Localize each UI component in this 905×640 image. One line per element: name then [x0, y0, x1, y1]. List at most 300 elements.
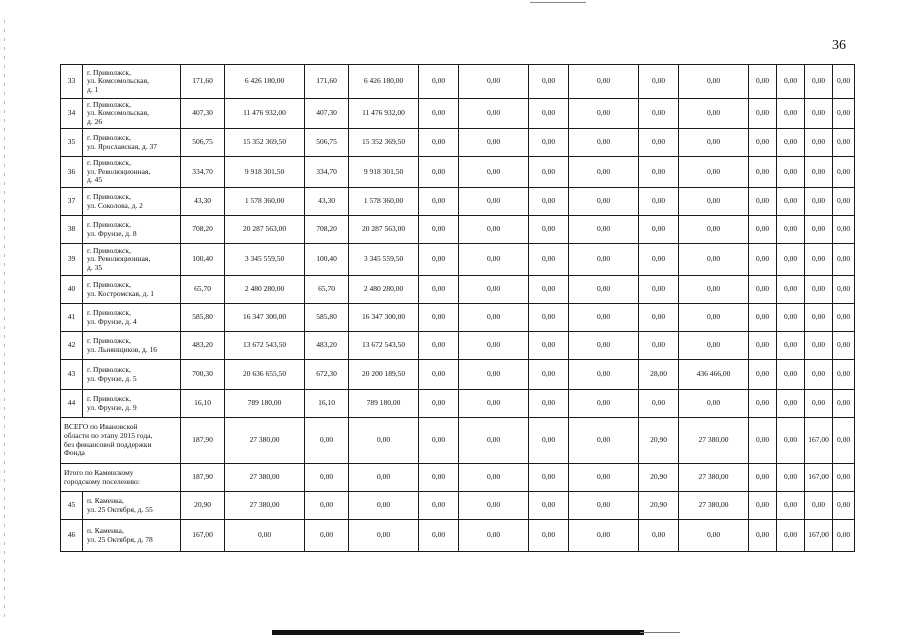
address-line: г. Приволжск, — [87, 393, 131, 403]
value-cell: 0,00 — [459, 276, 529, 304]
value-cell: 167,00 — [805, 520, 833, 552]
address-line: ул. Льнянщиков, д. 16 — [87, 344, 158, 354]
value-cell: 0,00 — [679, 216, 749, 244]
value-cell: 0,00 — [777, 216, 805, 244]
address-line: д. 1 — [87, 84, 99, 94]
value-cell: 0,00 — [419, 304, 459, 332]
value-cell: 0,00 — [569, 188, 639, 216]
value-cell: 708,20 — [181, 216, 225, 244]
total-label-line: ВСЕГО по Ивановской — [64, 422, 138, 432]
value-cell: 0,00 — [805, 129, 833, 157]
table-row — [61, 244, 855, 276]
value-cell: 0,00 — [639, 332, 679, 360]
address-line: ул. Фрунзе, д. 5 — [87, 373, 137, 383]
address-line: г. Приволжск, — [87, 364, 131, 374]
value-cell: 167,00 — [805, 464, 833, 492]
value-cell: 0,00 — [459, 216, 529, 244]
value-cell: 0,00 — [805, 157, 833, 188]
value-cell: 0,00 — [749, 188, 777, 216]
value-cell: 0,00 — [349, 492, 419, 520]
address-cell — [83, 304, 181, 332]
value-cell: 0,00 — [419, 464, 459, 492]
value-cell: 0,00 — [749, 464, 777, 492]
address-line: г. Приволжск, — [87, 335, 131, 345]
value-cell: 483,20 — [181, 332, 225, 360]
value-cell: 171,60 — [181, 65, 225, 99]
value-cell: 0,00 — [419, 129, 459, 157]
value-cell: 0,00 — [349, 520, 419, 552]
scan-artifact-bottom-bar — [272, 630, 644, 635]
value-cell: 0,00 — [419, 216, 459, 244]
value-cell: 16 347 300,00 — [349, 304, 419, 332]
row-number: 37 — [61, 188, 83, 216]
value-cell: 0,00 — [569, 157, 639, 188]
value-cell: 0,00 — [679, 332, 749, 360]
address-cell — [83, 390, 181, 418]
value-cell: 0,00 — [419, 244, 459, 276]
address-cell — [83, 244, 181, 276]
value-cell: 0,00 — [459, 304, 529, 332]
address-line: г. Приволжск, — [87, 158, 131, 168]
value-cell: 20,90 — [181, 492, 225, 520]
row-number: 42 — [61, 332, 83, 360]
value-cell: 0,00 — [833, 99, 855, 129]
value-cell: 0,00 — [529, 157, 569, 188]
value-cell: 0,00 — [529, 99, 569, 129]
value-cell: 187,90 — [181, 464, 225, 492]
value-cell: 16,10 — [305, 390, 349, 418]
value-cell: 0,00 — [569, 99, 639, 129]
table-row — [61, 157, 855, 188]
value-cell: 13 672 543,50 — [349, 332, 419, 360]
value-cell: 0,00 — [777, 520, 805, 552]
value-cell: 27 380,00 — [679, 492, 749, 520]
row-number: 36 — [61, 157, 83, 188]
address-cell — [83, 360, 181, 390]
value-cell: 0,00 — [529, 464, 569, 492]
value-cell: 0,00 — [569, 276, 639, 304]
value-cell: 0,00 — [529, 304, 569, 332]
value-cell: 0,00 — [777, 188, 805, 216]
value-cell: 0,00 — [679, 244, 749, 276]
row-number: 34 — [61, 99, 83, 129]
value-cell: 167,00 — [805, 418, 833, 464]
value-cell: 0,00 — [639, 390, 679, 418]
value-cell: 0,00 — [529, 492, 569, 520]
scan-artifact-left-edge — [4, 20, 5, 620]
value-cell: 585,80 — [181, 304, 225, 332]
total-label-cell — [61, 464, 181, 492]
address-line: г. Приволжск, — [87, 132, 131, 142]
value-cell: 407,30 — [181, 99, 225, 129]
row-number: 39 — [61, 244, 83, 276]
address-line: д. 35 — [87, 262, 103, 272]
value-cell: 0,00 — [777, 390, 805, 418]
value-cell: 11 476 932,00 — [349, 99, 419, 129]
value-cell: 0,00 — [419, 99, 459, 129]
total-label-cell — [61, 418, 181, 464]
value-cell: 0,00 — [833, 418, 855, 464]
row-number: 38 — [61, 216, 83, 244]
value-cell: 0,00 — [679, 276, 749, 304]
value-cell: 700,30 — [181, 360, 225, 390]
value-cell: 0,00 — [777, 360, 805, 390]
row-number: 44 — [61, 390, 83, 418]
value-cell: 0,00 — [679, 157, 749, 188]
address-cell — [83, 188, 181, 216]
value-cell: 0,00 — [569, 65, 639, 99]
value-cell: 0,00 — [459, 464, 529, 492]
value-cell: 0,00 — [833, 276, 855, 304]
value-cell: 0,00 — [749, 418, 777, 464]
value-cell: 0,00 — [777, 129, 805, 157]
value-cell: 27 380,00 — [679, 418, 749, 464]
value-cell: 13 672 543,50 — [225, 332, 305, 360]
value-cell: 0,00 — [679, 520, 749, 552]
address-cell — [83, 492, 181, 520]
address-line: п. Каменка, — [87, 495, 124, 505]
value-cell: 43,30 — [305, 188, 349, 216]
value-cell: 0,00 — [749, 492, 777, 520]
value-cell: 0,00 — [639, 129, 679, 157]
value-cell: 0,00 — [529, 520, 569, 552]
value-cell: 0,00 — [305, 418, 349, 464]
value-cell: 167,00 — [181, 520, 225, 552]
value-cell: 65,70 — [181, 276, 225, 304]
value-cell: 0,00 — [777, 244, 805, 276]
value-cell: 20 287 563,00 — [225, 216, 305, 244]
address-cell — [83, 332, 181, 360]
value-cell: 2 480 280,00 — [349, 276, 419, 304]
value-cell: 0,00 — [569, 464, 639, 492]
scan-artifact-bottom-thin — [640, 632, 680, 633]
value-cell: 1 578 360,00 — [349, 188, 419, 216]
value-cell: 0,00 — [349, 418, 419, 464]
table-body — [61, 65, 855, 552]
value-cell: 0,00 — [459, 99, 529, 129]
value-cell: 0,00 — [749, 244, 777, 276]
value-cell: 0,00 — [305, 464, 349, 492]
value-cell: 100,40 — [181, 244, 225, 276]
value-cell: 0,00 — [349, 464, 419, 492]
table-row — [61, 99, 855, 129]
total-label-line: области по этапу 2015 года, — [64, 430, 153, 440]
table-row — [61, 304, 855, 332]
value-cell: 3 345 559,50 — [349, 244, 419, 276]
address-line: ул. Соколова, д. 2 — [87, 200, 143, 210]
value-cell: 0,00 — [805, 244, 833, 276]
value-cell: 65,70 — [305, 276, 349, 304]
value-cell: 436 466,00 — [679, 360, 749, 390]
value-cell: 43,30 — [181, 188, 225, 216]
address-line: г. Приволжск, — [87, 99, 131, 109]
value-cell: 0,00 — [805, 188, 833, 216]
value-cell: 0,00 — [749, 276, 777, 304]
value-cell: 0,00 — [529, 129, 569, 157]
value-cell: 16 347 300,00 — [225, 304, 305, 332]
value-cell: 0,00 — [529, 360, 569, 390]
address-line: г. Приволжск, — [87, 219, 131, 229]
value-cell: 0,00 — [419, 332, 459, 360]
row-number: 33 — [61, 65, 83, 99]
value-cell: 0,00 — [305, 520, 349, 552]
address-line: ул. Революционная, — [87, 254, 151, 264]
value-cell: 0,00 — [749, 332, 777, 360]
value-cell: 334,70 — [305, 157, 349, 188]
address-line: ул. 25 Октября, д. 55 — [87, 504, 153, 514]
value-cell: 0,00 — [419, 188, 459, 216]
value-cell: 0,00 — [749, 157, 777, 188]
value-cell: 0,00 — [459, 492, 529, 520]
address-line: г. Приволжск, — [87, 67, 131, 77]
value-cell: 0,00 — [569, 418, 639, 464]
address-line: д. 45 — [87, 175, 103, 185]
value-cell: 0,00 — [833, 492, 855, 520]
address-cell — [83, 99, 181, 129]
value-cell: 0,00 — [749, 129, 777, 157]
value-cell: 0,00 — [419, 65, 459, 99]
address-cell — [83, 216, 181, 244]
value-cell: 0,00 — [833, 244, 855, 276]
value-cell: 0,00 — [777, 65, 805, 99]
row-number: 35 — [61, 129, 83, 157]
value-cell: 0,00 — [529, 65, 569, 99]
address-cell — [83, 276, 181, 304]
value-cell: 20 200 189,50 — [349, 360, 419, 390]
value-cell: 672,30 — [305, 360, 349, 390]
value-cell: 0,00 — [833, 520, 855, 552]
value-cell: 0,00 — [833, 464, 855, 492]
value-cell: 0,00 — [419, 520, 459, 552]
address-line: д. 26 — [87, 116, 103, 126]
value-cell: 0,00 — [833, 304, 855, 332]
value-cell: 0,00 — [419, 360, 459, 390]
value-cell: 708,20 — [305, 216, 349, 244]
value-cell: 27 380,00 — [225, 418, 305, 464]
value-cell: 0,00 — [459, 520, 529, 552]
table-row — [61, 188, 855, 216]
value-cell: 0,00 — [777, 304, 805, 332]
value-cell: 0,00 — [639, 304, 679, 332]
value-cell: 0,00 — [639, 520, 679, 552]
value-cell: 6 426 180,00 — [225, 65, 305, 99]
row-number: 46 — [61, 520, 83, 552]
value-cell: 0,00 — [833, 390, 855, 418]
value-cell: 483,20 — [305, 332, 349, 360]
value-cell: 0,00 — [639, 188, 679, 216]
total-label-line: городскому поселению: — [64, 476, 140, 486]
total-label-line: без финансовой поддержки — [64, 439, 152, 449]
table-row — [61, 520, 855, 552]
value-cell: 3 345 559,50 — [225, 244, 305, 276]
address-line: ул. Фрунзе, д. 4 — [87, 316, 137, 326]
value-cell: 0,00 — [419, 390, 459, 418]
value-cell: 0,00 — [679, 390, 749, 418]
value-cell: 6 426 180,00 — [349, 65, 419, 99]
value-cell: 0,00 — [749, 216, 777, 244]
value-cell: 20,90 — [639, 492, 679, 520]
value-cell: 1 578 360,00 — [225, 188, 305, 216]
value-cell: 2 480 280,00 — [225, 276, 305, 304]
value-cell: 0,00 — [569, 332, 639, 360]
address-line: ул. Костромская, д. 1 — [87, 288, 154, 298]
table-row — [61, 332, 855, 360]
value-cell: 0,00 — [679, 129, 749, 157]
value-cell: 0,00 — [459, 65, 529, 99]
value-cell: 0,00 — [569, 390, 639, 418]
value-cell: 0,00 — [569, 492, 639, 520]
table-row — [61, 492, 855, 520]
value-cell: 27 380,00 — [225, 464, 305, 492]
table-row — [61, 390, 855, 418]
value-cell: 0,00 — [569, 304, 639, 332]
value-cell: 585,80 — [305, 304, 349, 332]
value-cell: 0,00 — [805, 65, 833, 99]
row-number: 40 — [61, 276, 83, 304]
value-cell: 11 476 932,00 — [225, 99, 305, 129]
address-line: ул. 25 Октября, д. 78 — [87, 534, 153, 544]
value-cell: 0,00 — [419, 418, 459, 464]
value-cell: 0,00 — [679, 65, 749, 99]
scan-artifact-top-line — [530, 2, 586, 3]
table-total-row — [61, 464, 855, 492]
value-cell: 0,00 — [805, 276, 833, 304]
address-line: г. Приволжск, — [87, 191, 131, 201]
value-cell: 20,90 — [639, 464, 679, 492]
address-line: ул. Революционная, — [87, 166, 151, 176]
value-cell: 0,00 — [529, 216, 569, 244]
value-cell: 0,00 — [459, 360, 529, 390]
value-cell: 0,00 — [529, 244, 569, 276]
value-cell: 506,75 — [305, 129, 349, 157]
table-row — [61, 129, 855, 157]
value-cell: 0,00 — [833, 129, 855, 157]
total-label-line: Итого по Каменскому — [64, 467, 134, 477]
row-number: 43 — [61, 360, 83, 390]
value-cell: 28,00 — [639, 360, 679, 390]
value-cell: 0,00 — [833, 332, 855, 360]
address-cell — [83, 520, 181, 552]
value-cell: 0,00 — [749, 65, 777, 99]
value-cell: 0,00 — [529, 390, 569, 418]
value-cell: 0,00 — [305, 492, 349, 520]
value-cell: 0,00 — [679, 188, 749, 216]
value-cell: 0,00 — [459, 244, 529, 276]
value-cell: 0,00 — [805, 360, 833, 390]
value-cell: 0,00 — [639, 99, 679, 129]
value-cell: 789 180,00 — [349, 390, 419, 418]
value-cell: 0,00 — [749, 304, 777, 332]
value-cell: 0,00 — [777, 418, 805, 464]
value-cell: 0,00 — [529, 276, 569, 304]
value-cell: 0,00 — [639, 157, 679, 188]
value-cell: 0,00 — [225, 520, 305, 552]
value-cell: 0,00 — [459, 188, 529, 216]
value-cell: 0,00 — [805, 304, 833, 332]
value-cell: 0,00 — [749, 360, 777, 390]
address-line: ул. Фрунзе, д. 9 — [87, 402, 137, 412]
address-cell — [83, 157, 181, 188]
value-cell: 0,00 — [639, 244, 679, 276]
value-cell: 0,00 — [777, 99, 805, 129]
value-cell: 100,40 — [305, 244, 349, 276]
value-cell: 334,70 — [181, 157, 225, 188]
table-total-row — [61, 418, 855, 464]
table-row — [61, 276, 855, 304]
address-line: п. Каменка, — [87, 525, 124, 535]
value-cell: 0,00 — [833, 157, 855, 188]
value-cell: 0,00 — [777, 492, 805, 520]
value-cell: 0,00 — [805, 492, 833, 520]
value-cell: 9 918 301,50 — [225, 157, 305, 188]
address-line: ул. Комсомольская, — [87, 108, 149, 118]
value-cell: 0,00 — [529, 332, 569, 360]
value-cell: 9 918 301,50 — [349, 157, 419, 188]
value-cell: 171,60 — [305, 65, 349, 99]
value-cell: 20 636 655,50 — [225, 360, 305, 390]
value-cell: 187,90 — [181, 418, 225, 464]
value-cell: 0,00 — [419, 276, 459, 304]
value-cell: 0,00 — [777, 157, 805, 188]
value-cell: 0,00 — [805, 99, 833, 129]
value-cell: 506,75 — [181, 129, 225, 157]
value-cell: 0,00 — [569, 129, 639, 157]
value-cell: 0,00 — [459, 418, 529, 464]
page-number: 36 — [832, 38, 846, 53]
value-cell: 0,00 — [529, 188, 569, 216]
address-cell — [83, 65, 181, 99]
row-number: 45 — [61, 492, 83, 520]
value-cell: 0,00 — [569, 216, 639, 244]
value-cell: 0,00 — [833, 65, 855, 99]
value-cell: 789 180,00 — [225, 390, 305, 418]
value-cell: 0,00 — [749, 390, 777, 418]
value-cell: 0,00 — [529, 418, 569, 464]
value-cell: 0,00 — [833, 360, 855, 390]
table-row — [61, 65, 855, 99]
value-cell: 0,00 — [569, 520, 639, 552]
address-cell — [83, 129, 181, 157]
value-cell: 0,00 — [639, 216, 679, 244]
table-row — [61, 216, 855, 244]
total-label-line: Фонда — [64, 448, 85, 458]
value-cell: 0,00 — [805, 332, 833, 360]
value-cell: 0,00 — [749, 99, 777, 129]
value-cell: 0,00 — [459, 390, 529, 418]
value-cell: 27 380,00 — [679, 464, 749, 492]
value-cell: 0,00 — [833, 216, 855, 244]
value-cell: 0,00 — [569, 244, 639, 276]
value-cell: 0,00 — [777, 332, 805, 360]
address-line: г. Приволжск, — [87, 279, 131, 289]
address-line: ул. Комсомольская, — [87, 76, 149, 86]
value-cell: 15 352 369,50 — [349, 129, 419, 157]
value-cell: 20,90 — [639, 418, 679, 464]
value-cell: 0,00 — [459, 129, 529, 157]
value-cell: 15 352 369,50 — [225, 129, 305, 157]
table-row — [61, 360, 855, 390]
value-cell: 0,00 — [777, 464, 805, 492]
value-cell: 0,00 — [569, 360, 639, 390]
address-line: ул. Ярославская, д. 37 — [87, 141, 157, 151]
value-cell: 0,00 — [459, 332, 529, 360]
value-cell: 27 380,00 — [225, 492, 305, 520]
value-cell: 20 287 563,00 — [349, 216, 419, 244]
address-line: г. Приволжск, — [87, 307, 131, 317]
value-cell: 16,10 — [181, 390, 225, 418]
value-cell: 0,00 — [639, 276, 679, 304]
value-cell: 0,00 — [805, 216, 833, 244]
